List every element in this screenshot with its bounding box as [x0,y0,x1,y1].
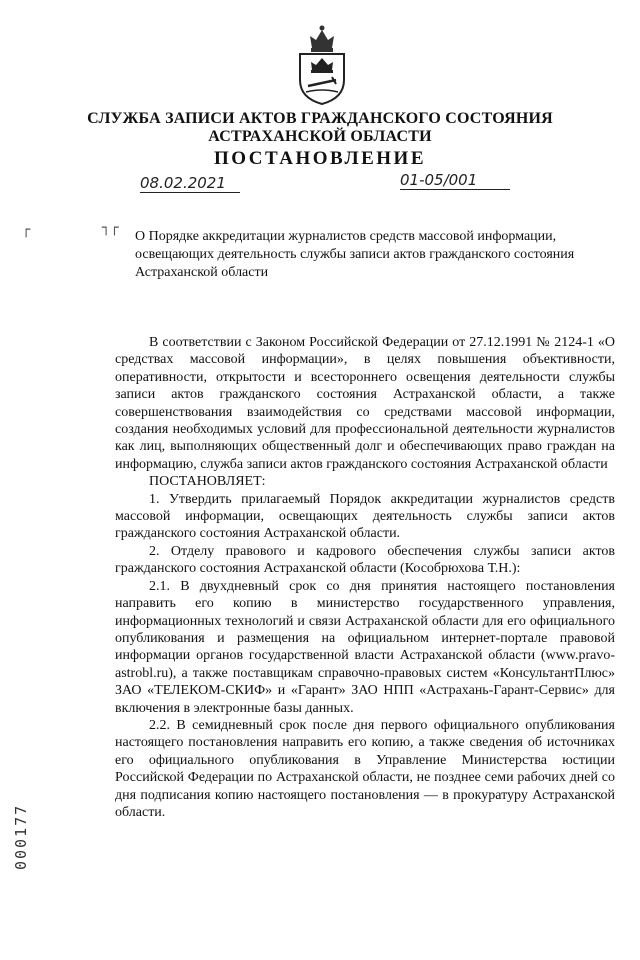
organization-name-line1: СЛУЖБА ЗАПИСИ АКТОВ ГРАЖДАНСКОГО СОСТОЯНИЯ [87,110,553,127]
document-date: 08.02.2021 [140,174,240,193]
clause-2-1: 2.1. В двухдневный срок со дня принятия настоящего постановления направить его копию в министерство государственного управления, информационных технологий и связи Астраханской области для его официального опубликования и размещения на официальном интернет-портале правовой информации органов государственной власти Астраханской области (www.pravo-astrobl.ru), а также поставщикам справочно-правовых систем «КонсультантПлюс» ЗАО «ТЕЛЕКОМ-СКИФ» и «Гарант» ЗАО НПП «Астрахань-Гарант-Сервис» для включения в электронные базы данных. [115,578,615,716]
clause-1: 1. Утвердить прилагаемый Порядок аккредитации журналистов средств массовой информации, освещающих деятельность службы записи актов гражданского состояния Астраханской области. [115,491,615,542]
coat-of-arms-emblem [296,22,348,106]
organization-name-line2: АСТРАХАНСКОЙ ОБЛАСТИ [208,128,432,145]
clause-2: 2. Отделу правового и кадрового обеспечения службы записи актов гражданского состояния Астраханской области (Кособрюхова Т.Н.): [115,543,615,577]
corner-bracket-left: ┌ [22,222,31,238]
document-body [115,334,615,821]
preamble-paragraph: В соответствии с Законом Российской Федерации от 27.12.1991 № 2124-1 «О средствах массовой информации», в целях повышения объективности, оперативности, открытости и всестороннего освещения деятельности службы записи актов гражданского состояния Астраханской области, а также совершенствования взаимодействия со средствами массовой информации, создания необходимых условий для профессиональной деятельности журналистов как лиц, выполняющих общественный долг и обеспечивающих право граждан на информацию, служба записи актов гражданского состояния Астраханской области [115,335,615,472]
document-subject: О Порядке аккредитации журналистов средств массовой информации, освещающих деятельность службы записи актов гражданского состояния Астраханской области [135,229,575,280]
document-type-title: ПОСТАНОВЛЕНИЕ [213,148,427,169]
clause-2-2: 2.2. В семидневный срок после дня первого официального опубликования настоящего постановления направить его копию, а также сведения об источниках его официального опубликования в Управление Министерства юстиции Российской Федерации по Астраханской области, не позднее семи рабочих дней со дня подписания копию настоящего постановления — в прокуратуру Астраханской области. [115,717,615,820]
margin-serial-wrap [12,803,32,960]
decree-word: ПОСТАНОВЛЯЕТ: [149,474,266,490]
corner-bracket-right: ┐┌ [102,220,119,236]
margin-serial-number: 000177 [12,803,30,870]
document-number: 01-05/001 [400,171,510,190]
